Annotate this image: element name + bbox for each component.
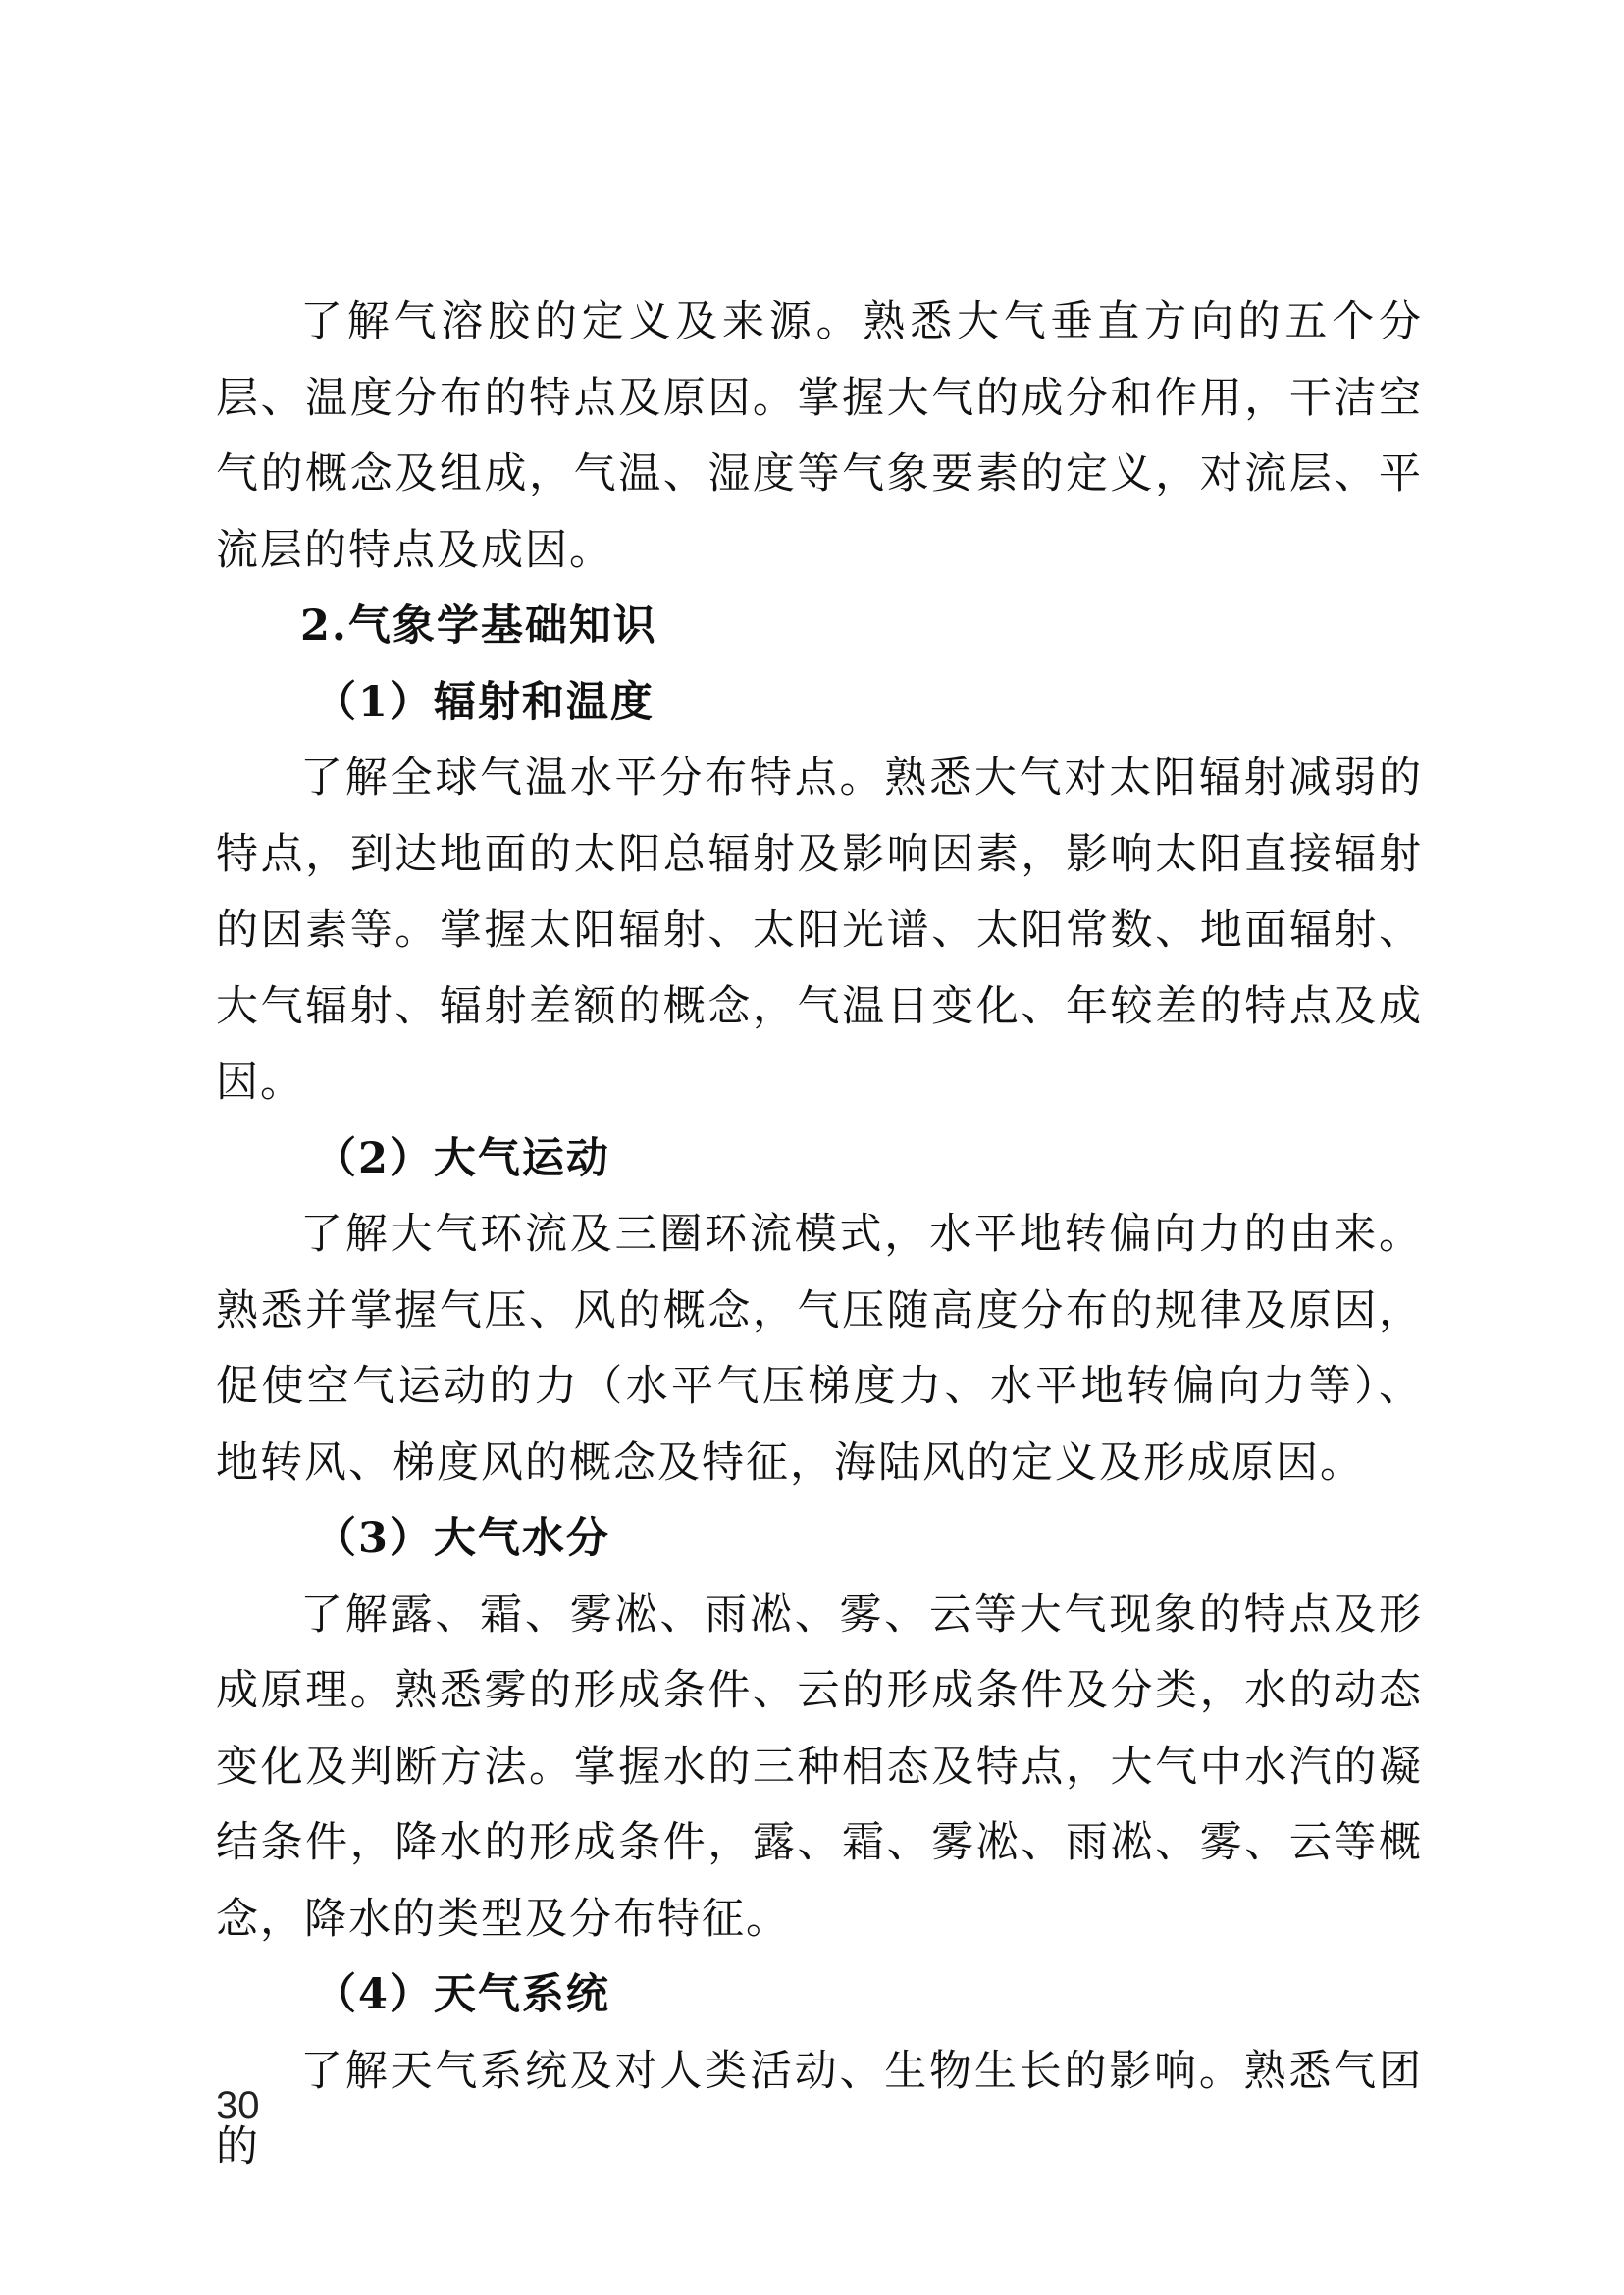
body-text — [216, 285, 1423, 2186]
subsection-heading-radiation-temperature: （1）辐射和温度 — [314, 677, 655, 727]
subsection-heading-atmospheric-moisture: （3）大气水分 — [314, 1514, 610, 1563]
paragraph-atmosphere-composition: 了解气溶胶的定义及来源。熟悉大气垂直方向的五个分层、温度分布的特点及原因。掌握大气的成分和作用，干洁空气的概念及组成，气温、湿度等气象要素的定义，对流层、平流层的特点及成因。 — [216, 297, 1423, 575]
subsection-heading-atmospheric-motion: （2）大气运动 — [314, 1133, 610, 1183]
section-heading-meteorology-basics: 2.气象学基础知识 — [300, 601, 657, 651]
paragraph-atmospheric-moisture: 了解露、霜、雾凇、雨凇、雾、云等大气现象的特点及形成原理。熟悉雾的形成条件、云的形成条件及分类，水的动态变化及判断方法。掌握水的三种相态及特点，大气中水汽的凝结条件，降水的形成条件，露、霜、雾凇、雨凇、雾、云等概念，降水的类型及分布特征。 — [216, 1590, 1423, 1944]
subsection-heading-weather-systems: （4）天气系统 — [314, 1970, 610, 2019]
paragraph-atmospheric-motion: 了解大气环流及三圈环流模式，水平地转偏向力的由来。熟悉并掌握气压、风的概念，气压随高度分布的规律及原因，促使空气运动的力（水平气压梯度力、水平地转偏向力等）、地转风、梯度风的概念及特征，海陆风的定义及形成原因。 — [216, 1210, 1423, 1487]
paragraph-weather-systems: 了解天气系统及对人类活动、生物生长的影响。熟悉气团的 — [216, 2046, 1423, 2171]
paragraph-radiation-temperature: 了解全球气温水平分布特点。熟悉大气对太阳辐射减弱的特点，到达地面的太阳总辐射及影响因素，影响太阳直接辐射的因素等。掌握太阳辐射、太阳光谱、太阳常数、地面辐射、大气辐射、辐射差额的概念，气温日变化、年较差的特点及成因。 — [216, 754, 1423, 1107]
page-number: 30 — [216, 2084, 260, 2127]
